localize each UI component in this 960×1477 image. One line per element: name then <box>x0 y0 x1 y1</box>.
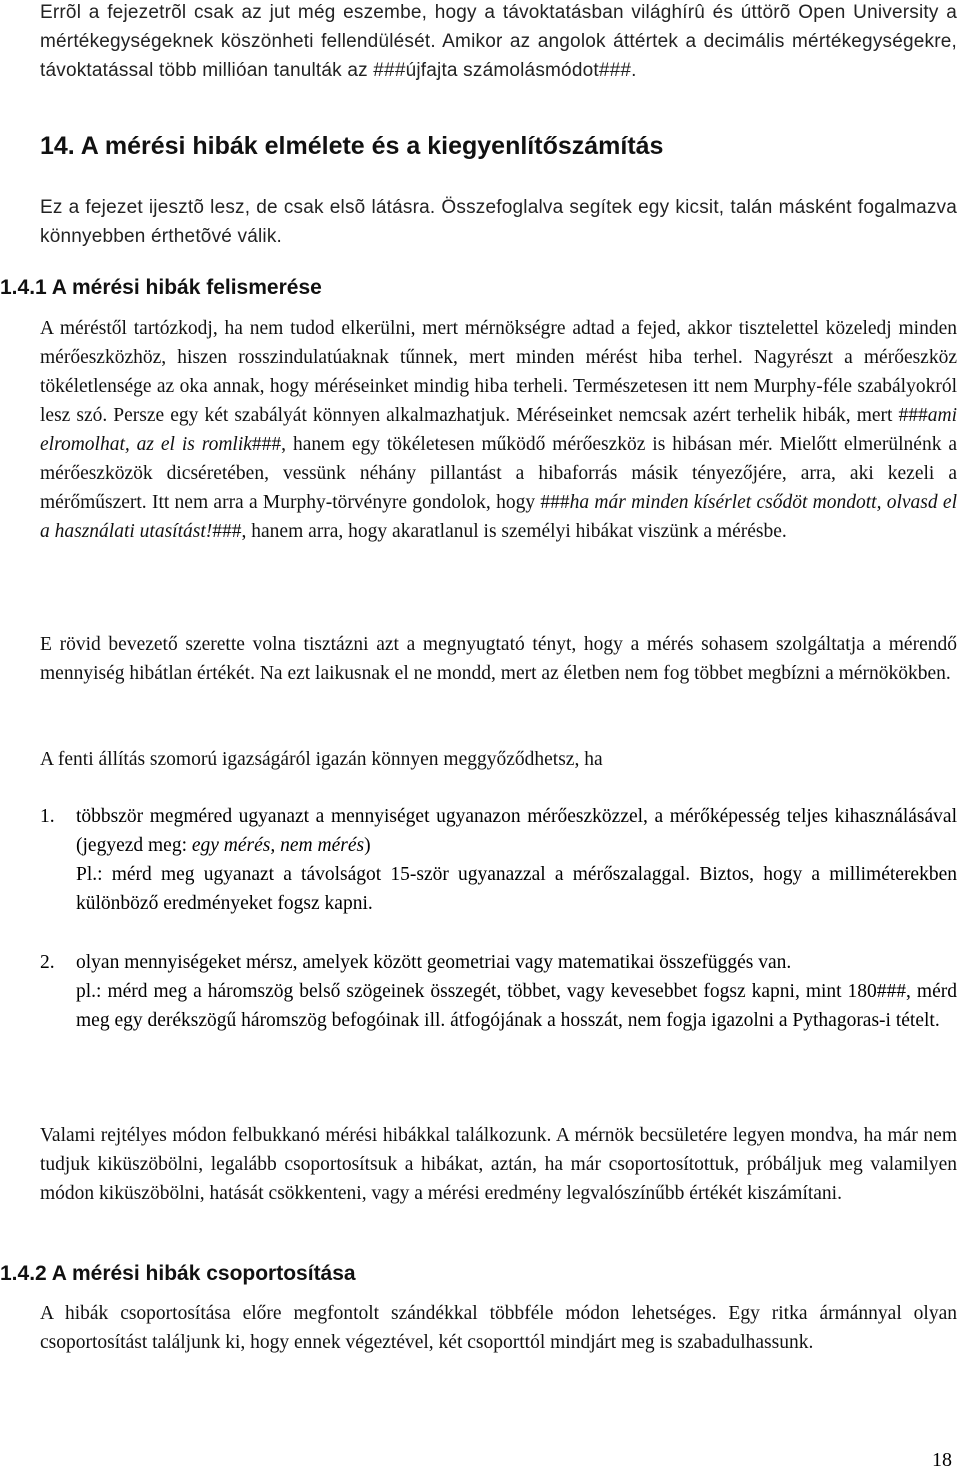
item1-text-a: többször megméred ugyanazt a mennyiséget ugyanazon mérőeszközzel, a mérőképesség teljes kihasználásával (jegyezd meg: <box>76 806 957 856</box>
p1-italic-1: ami elromolhat, az el is romlik <box>40 405 957 455</box>
item1-text-b: ) <box>364 835 371 856</box>
list-item-text <box>76 802 957 860</box>
chapter-heading: 14. A mérési hibák elmélete és a kiegyenlítőszámítás <box>40 132 664 160</box>
p1-italic-2: ha már minden kísérlet csődöt mondott, olvasd el a használati utasítást! <box>40 492 957 542</box>
list-body <box>76 802 957 918</box>
list-item-example: pl.: mérd meg a háromszög belső szögeinek összegét, többet, vagy kevesebbet fogsz kapni, mint 180###, mérd meg egy derékszögű háromszög befogóinak ill. átfogójának a hosszát, nem fogja igazolni a Pythagoras-i tételt. <box>76 981 957 1031</box>
section-heading-1-4-2: 1.4.2 A mérési hibák csoportosítása <box>0 1262 356 1285</box>
list-number: 1. <box>40 806 55 827</box>
list-item-2 <box>40 948 957 1098</box>
list-body <box>76 948 957 1035</box>
section2-paragraph-1: A hibák csoportosítása előre megfontolt szándékkal többféle módon lehetséges. Egy ritka ármánnyal olyan csoportosítást találjunk ki, hogy ennek végeztével, két csoporttól mindjárt meg is szabadulhassunk. <box>40 1303 957 1353</box>
section1-paragraph-2: E rövid bevezető szerette volna tisztázni azt a megnyugtató tényt, hogy a mérés sohasem szolgáltatja a mérendő mennyiség hibátlan értékét. Na ezt laikusnak el ne mondd, mert az életben nem fog többet megbízni a mérnökökben. <box>40 634 957 684</box>
list-number: 2. <box>40 952 55 973</box>
p1-text-a: A méréstől tartózkodj, ha nem tudod elkerülni, mert mérnökségre adtad a fejed, akkor tisztelettel közeledj minden mérőeszközhöz, hiszen rosszindulatúaknak tűnnek, mert minden mérést hiba terhel. Nagyrészt a mérőeszköz tökéletlensége az oka annak, hogy méréseinket mindig hiba terheli. Természetesen itt nem Murphy-féle szabályokról lesz szó. Persze egy két szabályát könnyen alkalmazhatjuk. Méréseinket nemcsak azért terhelik hibák, mert ### <box>40 318 957 426</box>
section1-paragraph-3: A fenti állítás szomorú igazságáról igazán könnyen meggyőződhetsz, ha <box>40 749 603 770</box>
chapter-intro-paragraph: Ez a fejezet ijesztõ lesz, de csak elsõ látásra. Összefoglalva segítek egy kicsit, talán másként fogalmazva könnyebben érthetõvé válik. <box>40 197 957 247</box>
item1-italic: egy mérés, nem mérés <box>191 835 365 856</box>
section-heading-1-4-1: 1.4.1 A mérési hibák felismerése <box>0 276 322 299</box>
list-item-1 <box>40 802 957 922</box>
list-item-text: olyan mennyiségeket mérsz, amelyek között geometriai vagy matematikai összefüggés van. <box>76 952 792 973</box>
intro-paragraph: Errõl a fejezetrõl csak az jut még eszembe, hogy a távoktatásban világhírû és úttörõ Open University a mértékegységeknek köszönheti fellendülését. Amikor az angolok áttértek a decimális mértékegységekre, távoktatással több millióan tanulták az ###újfajta számolásmódot###. <box>40 2 957 81</box>
section1-paragraph-1 <box>40 314 957 546</box>
p1-text-c: ###, hanem arra, hogy akaratlanul is személyi hibákat viszünk a mérésbe. <box>212 521 787 542</box>
page-number: 18 <box>932 1449 952 1471</box>
p1-text-b: ###, hanem egy tökéletesen működő mérőeszköz is hibásan mér. Mielőtt elmerülnénk a mérőeszközök dicséretében, vessünk néhány pillantást a hibaforrás másik tényezőjére, arra, aki kezeli a mérőműszert. Itt nem arra a Murphy-törvényre gondolok, hogy ### <box>40 434 957 513</box>
list-item-example: Pl.: mérd meg ugyanazt a távolságot 15-ször ugyanazzal a mérőszalaggal. Biztos, hogy a milliméterekben különböző eredményeket fogsz kapni. <box>76 864 957 914</box>
section1-paragraph-4: Valami rejtélyes módon felbukkanó mérési hibákkal találkozunk. A mérnök becsületére legyen mondva, ha már nem tudjuk kiküszöbölni, legalább csoportosítsuk a hibákat, aztán, ha már csoportosítottuk, próbáljuk meg valamilyen módon kiküszöbölni, hatását csökkenteni, vagy a mérési eredmény legvalószínűbb értékét kiszámítani. <box>40 1125 957 1204</box>
